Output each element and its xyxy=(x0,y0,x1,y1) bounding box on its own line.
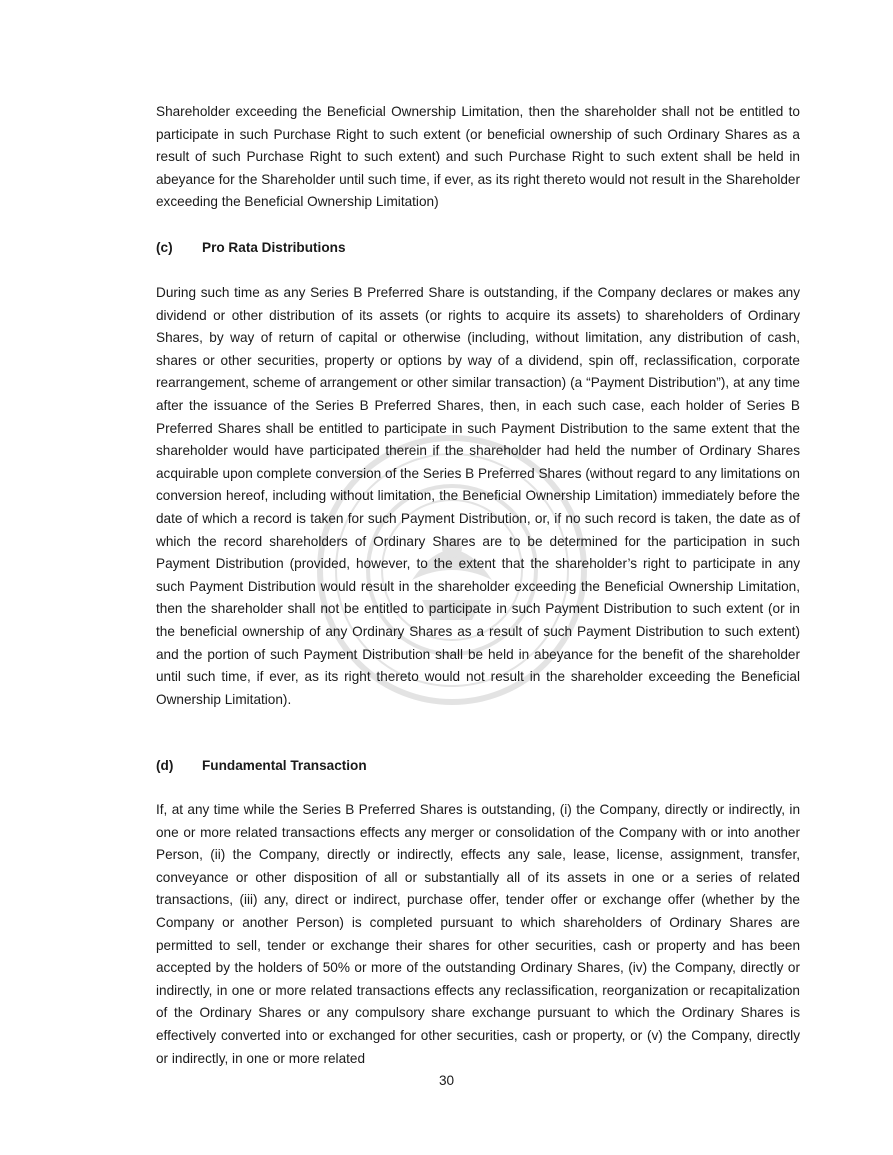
section-d-number: (d) xyxy=(156,758,174,773)
section-d-title: Fundamental Transaction xyxy=(202,758,367,773)
section-c-number: (c) xyxy=(156,240,173,255)
intro-paragraph: Shareholder exceeding the Beneficial Ownership Limitation, then the shareholder shall not be entitled to participate in such Purchase Right to such extent (or beneficial ownership of such Ordinary Shares as a result of such Purchase Right to such extent) and such Purchase Right to such extent shall be held in abeyance for the Shareholder until such time, if ever, as its right thereto would not result in the Shareholder exceeding the Beneficial Ownership Limitation) xyxy=(156,104,800,210)
page-number: 30 xyxy=(438,1073,455,1088)
section-d-heading xyxy=(156,755,800,777)
section-c-title: Pro Rata Distributions xyxy=(202,240,346,255)
section-d-body: If, at any time while the Series B Preferred Shares is outstanding, (i) the Company, directly or indirectly, in one or more related transactions effects any merger or consolidation of the Company with or into another Person, (ii) the Company, directly or indirectly, effects any sale, lease, license, assignment, transfer, conveyance or other disposition of all or substantially all of its assets in one or a series of related transactions, (iii) any, direct or indirect, purchase offer, tender offer or exchange offer (whether by the Company or another Person) is completed pursuant to which shareholders of Ordinary Shares are permitted to sell, tender or exchange their shares for other securities, cash or property and has been accepted by the holders of 50% or more of the outstanding Ordinary Shares, (iv) the Company, directly or indirectly, in one or more related transactions effects any reclassification, reorganization or recapitalization of the Ordinary Shares or any compulsory share exchange pursuant to which the Ordinary Shares is effectively converted into or exchanged for other securities, cash or property, or (v) the Company, directly or indirectly, in one or more related xyxy=(156,802,800,1066)
section-c-body: During such time as any Series B Preferred Share is outstanding, if the Company declares or makes any dividend or other distribution of its assets (or rights to acquire its assets) to shareholders of Ordinary Shares, by way of return of capital or otherwise (including, without limitation, any distribution of cash, shares or other securities, property or options by way of a dividend, spin off, reclassification, corporate rearrangement, scheme of arrangement or other similar transaction) (a “Payment Distribution”), at any time after the issuance of the Series B Preferred Shares, then, in each such case, each holder of Series B Preferred Shares shall be entitled to participate in such Payment Distribution to the same extent that the shareholder would have participated therein if the shareholder had held the number of Ordinary Shares acquirable upon complete conversion of the Series B Preferred Shares (without regard to any limitations on conversion hereof, including without limitation, the Beneficial Ownership Limitation) immediately before the date of which a record is taken for such Payment Distribution, or, if no such record is taken, the date as of which the record shareholders of Ordinary Shares are to be determined for the participation in such Payment Distribution (provided, however, to the extent that the shareholder’s right to participate in any such Payment Distribution would result in the shareholder exceeding the Beneficial Ownership Limitation, then the shareholder shall not be entitled to participate in such Payment Distribution to such extent (or in the beneficial ownership of any Ordinary Shares as a result of such Payment Distribution to such extent) and the portion of such Payment Distribution shall be held in abeyance for the benefit of the shareholder until such time, if ever, as its right thereto would not result in the shareholder exceeding the Beneficial Ownership Limitation). xyxy=(156,285,800,707)
section-c-heading xyxy=(156,237,800,259)
